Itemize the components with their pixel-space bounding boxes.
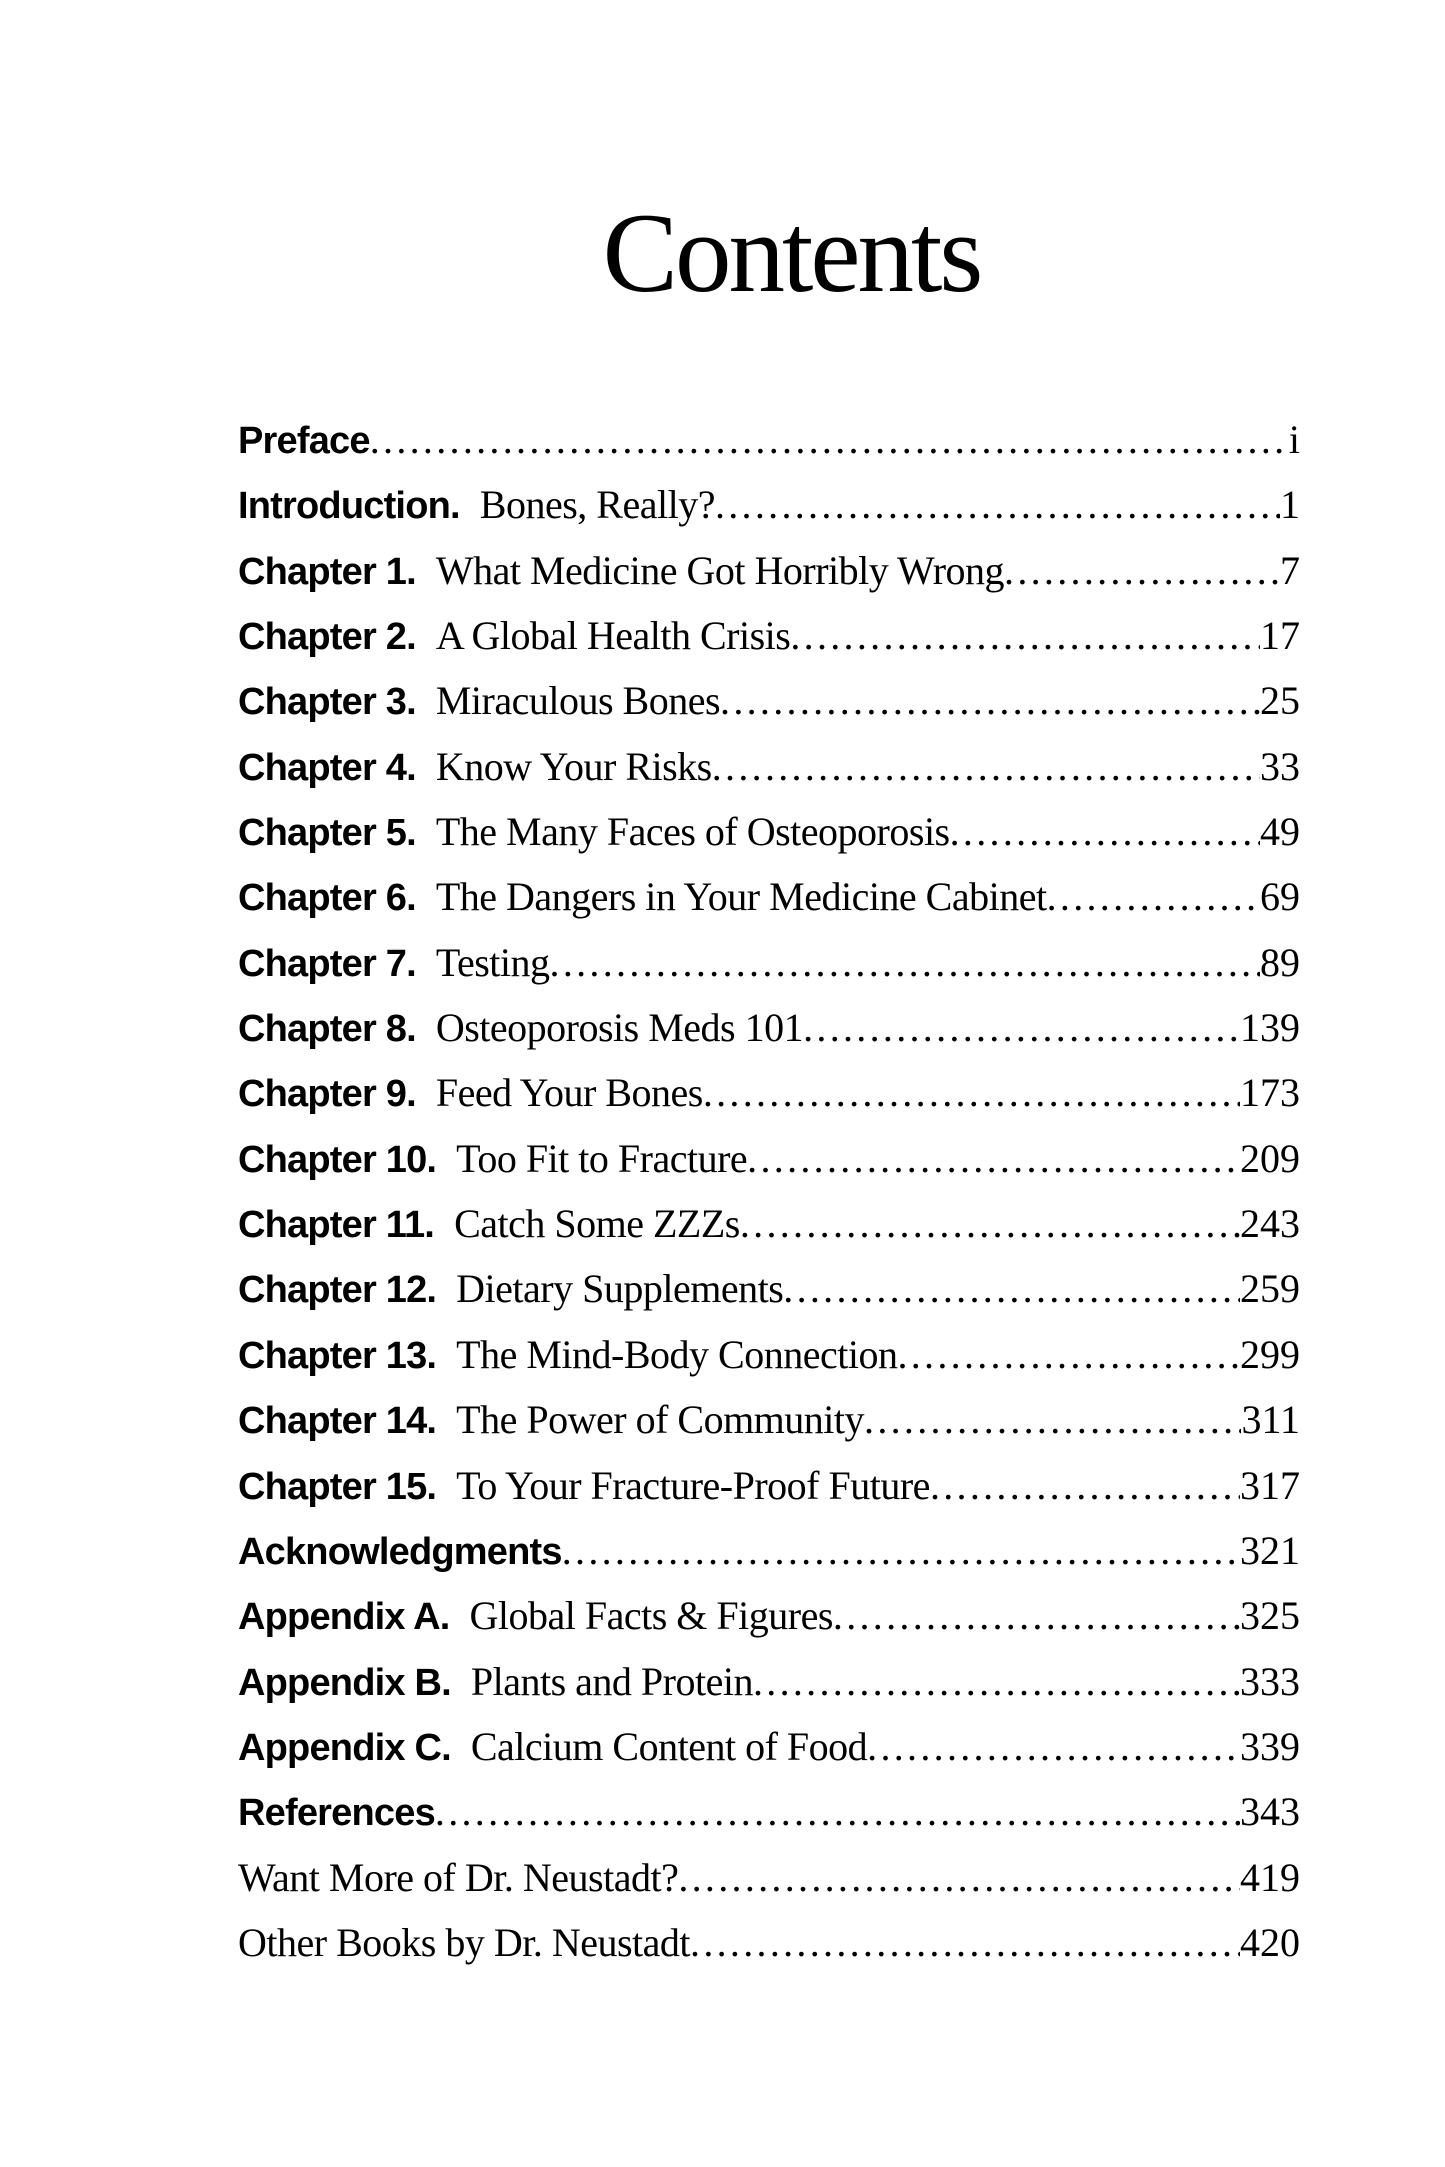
toc-entry-label: Introduction. [238,485,460,528]
dot-leader [370,407,1289,472]
toc-entry-label: Chapter 10. [238,1138,437,1181]
toc-entry-page: 1 [1280,482,1300,528]
toc-entry [238,1518,1300,1583]
dot-leader [753,1649,1240,1714]
dot-leader [803,995,1240,1060]
toc-entry-page: 333 [1240,1658,1300,1704]
dot-leader [930,1453,1240,1518]
toc-entry-title: Global Facts & Figures [469,1593,833,1639]
dot-leader [833,1583,1240,1648]
toc-entry-page: 311 [1241,1397,1300,1443]
toc-entry-label: Appendix A. [238,1596,450,1639]
dot-leader [712,734,1260,799]
toc-entry-label: Chapter 12. [238,1269,437,1312]
toc-entry [238,995,1300,1060]
dot-leader [783,1256,1240,1321]
toc-entry [238,1845,1300,1910]
dot-leader [790,603,1260,668]
toc-entry-label: Chapter 15. [238,1465,437,1508]
toc-entry-label: Chapter 1. [238,550,416,593]
toc-entry [238,1714,1300,1779]
toc-entry-page: 49 [1260,809,1300,855]
toc-entry-title: The Dangers in Your Medicine Cabinet [435,874,1047,920]
dot-leader [690,1910,1240,1975]
toc-entry-page: 17 [1260,613,1300,659]
toc-entry-label: References [238,1792,435,1835]
dot-leader [435,1779,1240,1844]
toc-entry-label: Chapter 13. [238,1334,437,1377]
toc-entry-title: Calcium Content of Food [470,1723,868,1769]
toc-entry-page: 209 [1240,1135,1300,1181]
toc-entry [238,1322,1300,1387]
toc-entry-page: 259 [1240,1266,1300,1312]
toc-entry-page: 89 [1260,939,1300,985]
toc-entry-page: 69 [1260,874,1300,920]
toc-entry-title: Dietary Supplements [456,1266,784,1312]
toc-entry-page: i [1288,417,1300,462]
dot-leader [678,1845,1240,1910]
toc-entry-page: 7 [1280,547,1300,593]
toc-entry-label: Chapter 8. [238,1008,416,1051]
toc-entry-label: Chapter 14. [238,1400,437,1443]
toc-entry-page: 173 [1240,1070,1300,1116]
toc-list [238,407,1300,1975]
toc-entry-title: To Your Fracture-Proof Future [456,1462,930,1508]
toc-entry-page: 139 [1240,1005,1300,1051]
toc-entry-label: Chapter 11. [238,1204,435,1247]
dot-leader [720,668,1260,733]
dot-leader [897,1322,1240,1387]
toc-entry-title: The Power of Community [456,1397,865,1443]
dot-leader [747,1126,1240,1191]
toc-entry-title: Miraculous Bones [435,678,721,724]
toc-entry-title: A Global Health Crisis [435,613,791,659]
toc-entry-page: 321 [1240,1527,1300,1573]
toc-entry-title: Plants and Protein [470,1658,753,1704]
dot-leader [550,930,1260,995]
toc-entry-page: 299 [1240,1331,1300,1377]
dot-leader [740,1191,1240,1256]
dot-leader [715,472,1280,537]
dot-leader [562,1518,1240,1583]
toc-entry [238,1126,1300,1191]
dot-leader [703,1060,1240,1125]
toc-entry [238,1060,1300,1125]
toc-entry-title: Want More of Dr. Neustadt? [238,1854,679,1900]
toc-entry [238,1453,1300,1518]
toc-entry [238,603,1300,668]
toc-entry-page: 25 [1260,678,1300,724]
toc-entry-label: Appendix B. [238,1661,451,1704]
toc-entry [238,538,1300,603]
toc-entry [238,668,1300,733]
toc-entry-title: The Mind-Body Connection [456,1331,898,1377]
toc-entry-label: Acknowledgments [238,1530,562,1573]
toc-entry-title: Other Books by Dr. Neustadt [238,1919,691,1965]
toc-entry [238,1779,1300,1844]
dot-leader [1047,864,1260,929]
toc-entry-label: Chapter 2. [238,616,416,659]
toc-entry-title: What Medicine Got Horribly Wrong [435,547,1005,593]
toc-entry [238,407,1300,472]
toc-entry-label: Chapter 4. [238,746,416,789]
toc-entry-title: The Many Faces of Osteoporosis [435,809,950,855]
toc-entry-label: Preface [238,420,370,462]
toc-entry [238,734,1300,799]
dot-leader [950,799,1260,864]
toc-entry-page: 317 [1240,1462,1300,1508]
toc-entry [238,1256,1300,1321]
toc-entry-label: Chapter 5. [238,812,416,855]
toc-entry-title: Too Fit to Fracture [456,1135,748,1181]
toc-entry-label: Chapter 7. [238,942,416,985]
toc-entry [238,799,1300,864]
toc-entry [238,1649,1300,1714]
toc-entry-title: Testing [435,939,550,985]
toc-entry-page: 420 [1240,1919,1300,1965]
toc-entry-label: Chapter 3. [238,681,416,724]
toc-entry-title: Bones, Really? [479,482,715,528]
toc-entry-title: Osteoporosis Meds 101 [435,1005,804,1051]
toc-entry [238,1583,1300,1648]
toc-entry-label: Appendix C. [238,1726,451,1769]
toc-entry-page: 33 [1260,743,1300,789]
toc-entry-label: Chapter 9. [238,1073,416,1116]
toc-entry-title: Catch Some ZZZs [454,1201,740,1247]
toc-entry-page: 419 [1240,1854,1300,1900]
toc-entry [238,1191,1300,1256]
toc-entry-page: 339 [1240,1723,1300,1769]
toc-entry [238,1387,1300,1452]
toc-entry-page: 243 [1240,1201,1300,1247]
toc-entry-page: 325 [1240,1593,1300,1639]
toc-entry [238,930,1300,995]
dot-leader [867,1714,1240,1779]
dot-leader [864,1387,1241,1452]
toc-entry-title: Know Your Risks [435,743,712,789]
dot-leader [1004,538,1280,603]
toc-entry-label: Chapter 6. [238,877,416,920]
toc-entry-title: Feed Your Bones [435,1070,703,1116]
page-title: Contents [602,191,981,316]
toc-entry [238,864,1300,929]
toc-entry [238,472,1300,537]
toc-entry-page: 343 [1240,1789,1300,1835]
toc-entry [238,1910,1300,1975]
